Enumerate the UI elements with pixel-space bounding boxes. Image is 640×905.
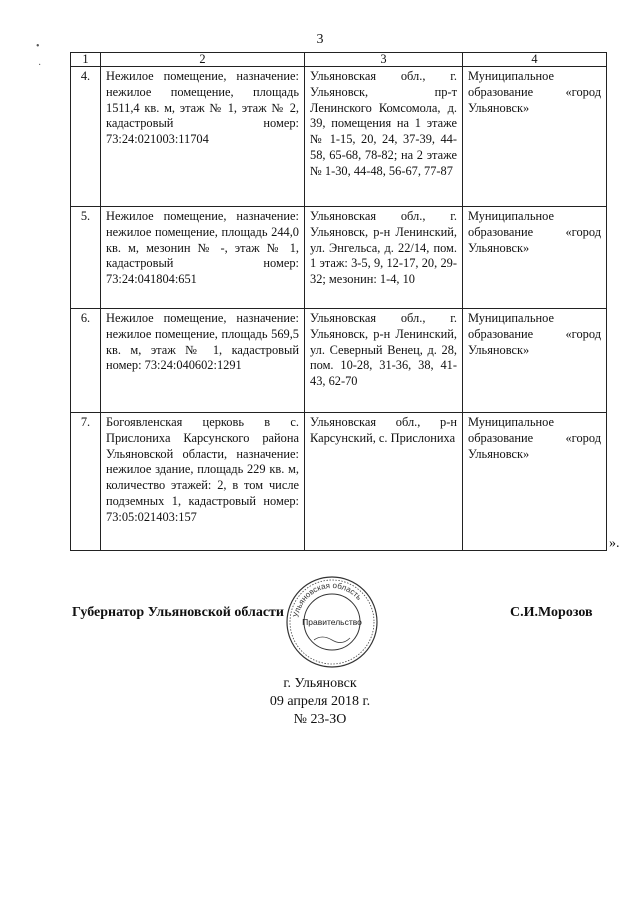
svg-text:Правительство: Правительство (302, 617, 362, 627)
object-description: Нежилое помещение, назначение: нежилое помещение, площадь 569,5 кв. м, этаж № 1, кадастровый номер: 73:24:040602:1291 (101, 309, 305, 413)
row-number: 6. (71, 309, 101, 413)
row-number: 7. (71, 413, 101, 551)
closing-quote: ». (609, 536, 620, 551)
object-description: Богоявленская церковь в с. Прислониха Карсунского района Ульяновской области, назначение: нежилое здание, площадь 229 кв. м, количество этажей: 2, в том числе подземных 1, кадастровый номер: 73:05:021403:157 (101, 413, 305, 551)
row-number: 4. (71, 67, 101, 207)
object-owner: Муниципальное образование «город Ульяновск» (463, 207, 607, 309)
column-header: 1 (71, 53, 101, 67)
scan-speck: · (38, 60, 42, 71)
footer-date: 09 апреля 2018 г. (269, 694, 371, 709)
object-address: Ульяновская обл., г. Ульяновск, р-н Ленинский, ул. Северный Венец, д. 28, пом. 10-28, 31-36, 38, 41-43, 62-70 (305, 309, 463, 413)
object-owner: Муниципальное образование «город Ульяновск» (463, 67, 607, 207)
object-address: Ульяновская обл., р-н Карсунский, с. Прислониха (305, 413, 463, 551)
table-row (71, 67, 607, 207)
page-number: 3 (316, 32, 324, 47)
object-address: Ульяновская обл., г. Ульяновск, р-н Ленинский, ул. Энгельса, д. 22/14, пом. 1 этаж: 3-5, 9, 12-17, 20, 29-32; мезонин: 1-4, 10 (305, 207, 463, 309)
svg-text:Ульяновская область: Ульяновская область (291, 580, 364, 619)
scan-speck: • (36, 41, 40, 52)
object-description: Нежилое помещение, назначение: нежилое помещение, площадь 244,0 кв. м, мезонин № -, этаж № 1, кадастровый номер: 73:24:041804:651 (101, 207, 305, 309)
object-description: Нежилое помещение, назначение: нежилое помещение, площадь 1511,4 кв. м, этаж № 1, этаж № 2, кадастровый номер: 73:24:021003:11704 (101, 67, 305, 207)
property-table (70, 52, 607, 551)
footer-law-number: № 23-ЗО (293, 712, 347, 727)
signatory-name: С.И.Морозов (510, 605, 593, 620)
column-header: 2 (101, 53, 305, 67)
column-header: 3 (305, 53, 463, 67)
column-header: 4 (463, 53, 607, 67)
footer-city: г. Ульяновск (283, 676, 357, 691)
table-header-row (71, 53, 607, 67)
table-row (71, 309, 607, 413)
row-number: 5. (71, 207, 101, 309)
object-owner: Муниципальное образование «город Ульяновск» (463, 413, 607, 551)
object-owner: Муниципальное образование «город Ульяновск» (463, 309, 607, 413)
table-row (71, 413, 607, 551)
table-row (71, 207, 607, 309)
object-address: Ульяновская обл., г. Ульяновск, пр-т Ленинского Комсомола, д. 39, помещения на 1 этаже № 1-15, 20, 24, 37-39, 44-58, 65-68, 78-82; на 2 этаже № 1-30, 44-48, 56-67, 77-87 (305, 67, 463, 207)
signatory-position: Губернатор Ульяновской области (72, 605, 284, 620)
official-seal-stamp (284, 574, 380, 670)
